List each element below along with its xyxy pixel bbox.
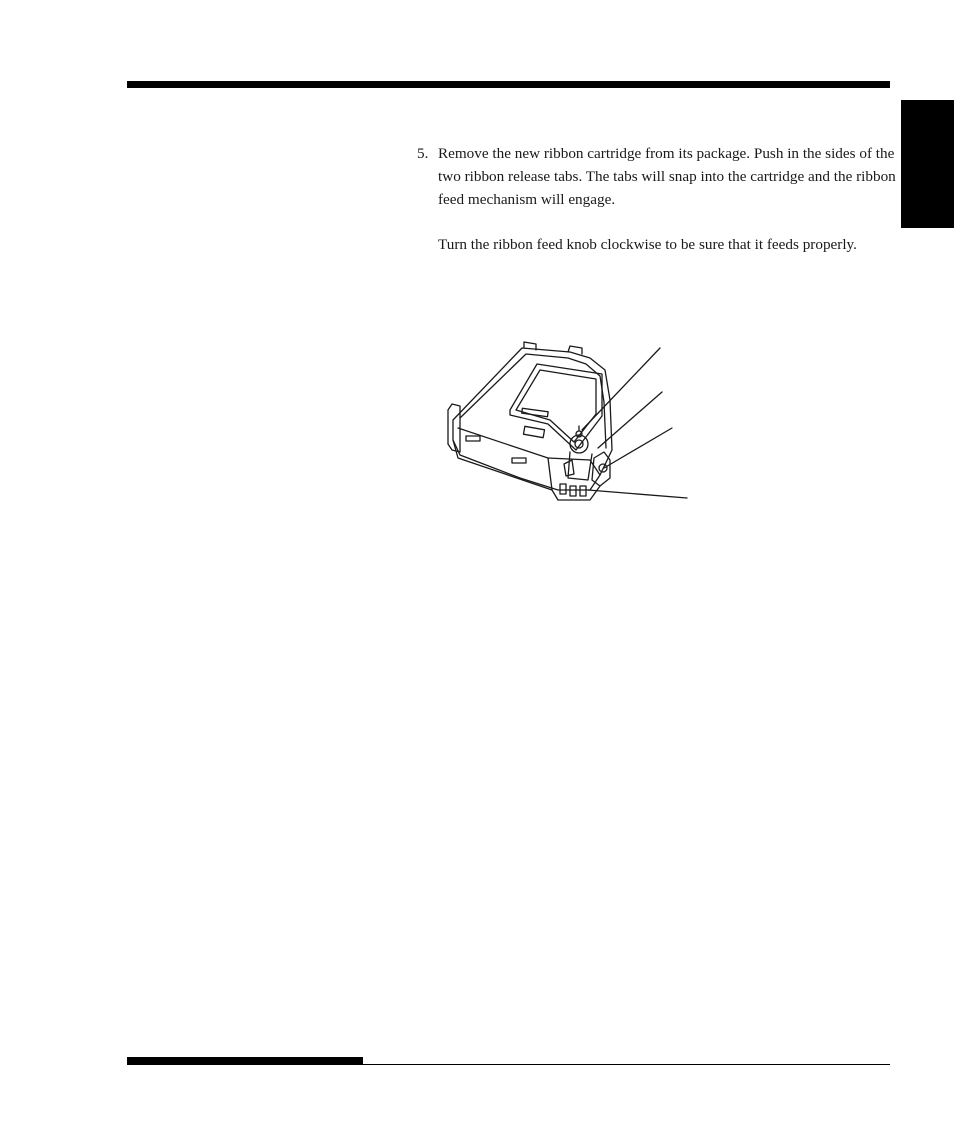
leader-line-4 [588, 490, 687, 498]
feed-knob [570, 435, 588, 453]
header-rule [127, 81, 890, 88]
ribbon-cartridge-illustration [440, 340, 700, 510]
step-paragraph-2: Turn the ribbon feed knob clockwise to be sure that it feeds properly. [438, 236, 857, 253]
cartridge-body [453, 440, 600, 500]
footer-rule-thin [363, 1064, 890, 1065]
step-5 [417, 142, 897, 256]
step-number: 5. [417, 145, 429, 162]
cartridge-arm [453, 348, 612, 490]
chapter-tab [901, 100, 954, 228]
footer-rule-thick [127, 1057, 363, 1065]
cartridge-window [510, 364, 602, 450]
step-paragraph-1: Remove the new ribbon cartridge from its package. Push in the sides of the two ribbon release tabs. The tabs will snap into the cartridge and the ribbon feed mechanism will engage. [438, 145, 896, 208]
